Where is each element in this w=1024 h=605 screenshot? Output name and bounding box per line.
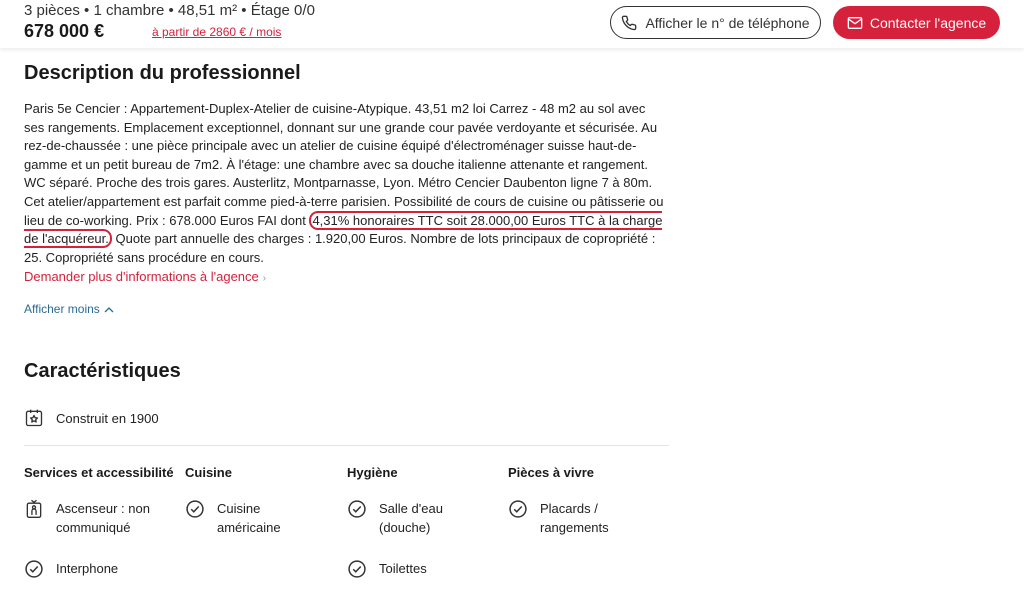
show-less-button[interactable]: [24, 302, 114, 316]
feature-label: Placards / rangements: [540, 501, 609, 535]
description-text: [24, 100, 664, 267]
living-rooms-heading: Pièces à vivre: [508, 465, 595, 480]
feature-label: Interphone: [56, 561, 119, 576]
fees-highlight: 4,31% honoraires TTC soit 28.000,00 Euros TTC à la charge de l'acquéreur.: [24, 212, 663, 247]
request-info-link[interactable]: [24, 269, 266, 284]
sticky-listing-header: [0, 0, 1024, 48]
check-circle-icon: [347, 559, 367, 579]
feature-elevator: [24, 499, 174, 537]
elevator-icon: [24, 499, 44, 519]
description-text-after: Quote part annuelle des charges : 1.920,00 Euros. Nombre de lots principaux de copropriété : 25. Copropriété sans procédure en cours.: [24, 231, 656, 265]
check-circle-icon: [508, 499, 528, 519]
services-heading: Services et accessibilité: [24, 465, 174, 480]
feature-toilets: [347, 559, 497, 579]
description-title: Description du professionnel: [24, 62, 301, 84]
construction-year-label: Construit en 1900: [56, 410, 159, 426]
kitchen-heading: Cuisine: [185, 465, 232, 480]
chevron-up-icon: [104, 306, 114, 313]
feature-label: Ascenseur : non communiqué: [56, 501, 150, 535]
mail-icon: [847, 16, 863, 30]
description-text-before: Paris 5e Cencier : Appartement-Duplex-Atelier de cuisine-Atypique. 43,51 m2 loi Carrez - 48 m2 au sol avec ses rangements. Emplacement exceptionnel, donnant sur une grande cour pavée verdoyante et sécurisée. Au rez-de-chaussée : une pièce principale avec un atelier de cuisine équipé d'électroménager suisse haut-de-gamme et un petit bureau de 7m2. À l'étage: une chambre avec sa douche italienne attenante et rangement. WC séparé. Proche des trois gares. Austerlitz, Montparnasse, Lyon. Métro Cencier Daubenton ligne 7 à 80m. Cet atelier/appartement est parfait comme pied-à-terre parisien. Possibilité de cours de cuisine ou pâtisserie ou lieu de co-working. Prix : 678.000 Euros FAI dont: [24, 101, 664, 228]
contact-agency-label: Contacter l'agence: [869, 14, 987, 31]
feature-american-kitchen: [185, 499, 335, 537]
show-less-label: Afficher moins: [24, 302, 100, 316]
check-circle-icon: [24, 559, 44, 579]
check-circle-icon: [347, 499, 367, 519]
section-divider: [24, 445, 669, 446]
property-price: 678 000 €: [24, 21, 105, 41]
characteristics-title: Caractéristiques: [24, 360, 181, 382]
request-info-label: Demander plus d'informations à l'agence: [24, 269, 259, 284]
phone-icon: [621, 15, 637, 31]
property-specs: 3 pièces • 1 chambre • 48,51 m² • Étage 0/0: [24, 2, 315, 19]
feature-interphone: [24, 559, 174, 579]
show-phone-label: Afficher le n° de téléphone: [645, 14, 810, 31]
contact-agency-button[interactable]: [833, 6, 1000, 39]
check-circle-icon: [185, 499, 205, 519]
feature-label: Cuisine américaine: [217, 501, 281, 535]
feature-label: Toilettes: [379, 561, 427, 576]
chevron-right-icon: ›: [262, 273, 267, 284]
hygiene-heading: Hygiène: [347, 465, 398, 480]
monthly-payment-link[interactable]: à partir de 2860 € / mois: [152, 25, 282, 39]
construction-year: [24, 408, 159, 428]
feature-shower-room: [347, 499, 497, 537]
feature-closets: [508, 499, 658, 537]
feature-label: Salle d'eau (douche): [379, 501, 443, 535]
show-phone-button[interactable]: [610, 6, 821, 39]
calendar-star-icon: [24, 408, 44, 428]
